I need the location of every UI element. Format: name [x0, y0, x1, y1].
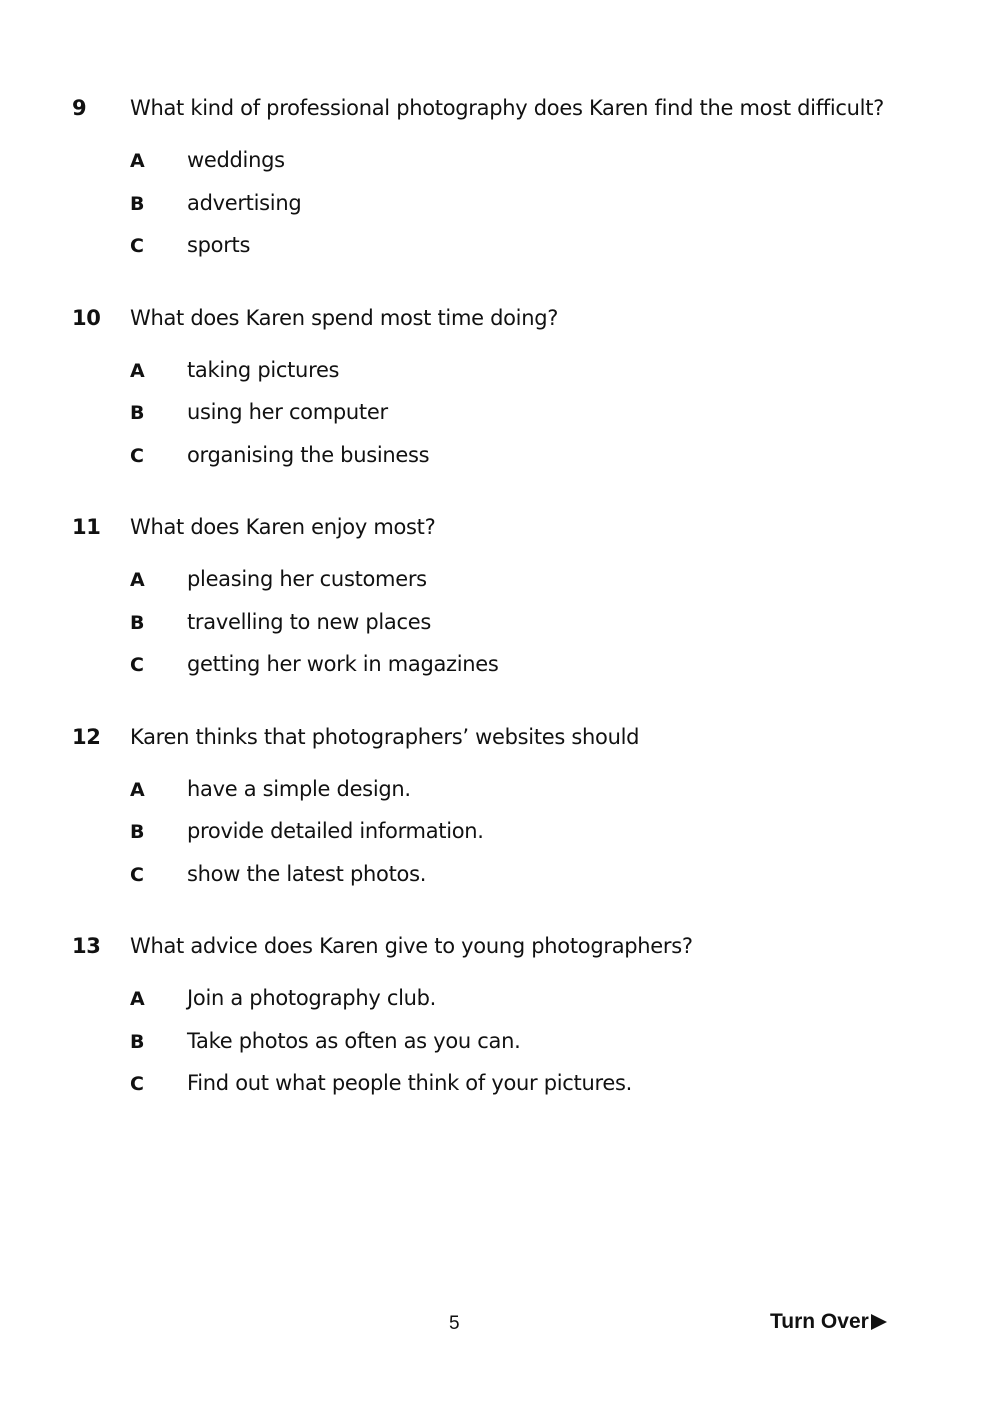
option-text: weddings: [187, 148, 285, 172]
turn-over-indicator: [770, 1310, 887, 1334]
question-list: [72, 96, 952, 1144]
option-b[interactable]: [130, 191, 952, 234]
turn-over-label: Turn Over: [770, 1310, 869, 1333]
option-letter: A: [130, 359, 145, 382]
option-text: have a simple design.: [187, 776, 411, 801]
option-letter: A: [130, 988, 145, 1010]
question-text: Karen thinks that photographers’ websites should: [130, 724, 640, 749]
question-stem: [72, 934, 952, 968]
option-letter: B: [130, 192, 145, 215]
question-13: [72, 934, 952, 1114]
option-text: travelling to new places: [187, 609, 431, 634]
question-text: What advice does Karen give to young photographers?: [130, 934, 693, 958]
question-stem: [72, 96, 952, 130]
option-a[interactable]: [130, 986, 952, 1029]
question-text: What kind of professional photography does Karen find the most difficult?: [130, 96, 884, 120]
option-text: organising the business: [187, 442, 430, 467]
option-list: [72, 777, 952, 905]
option-c[interactable]: [130, 652, 952, 695]
option-letter: B: [130, 611, 145, 634]
option-a[interactable]: [130, 777, 952, 820]
option-b[interactable]: [130, 819, 952, 862]
option-letter: B: [130, 402, 145, 424]
option-letter: C: [130, 444, 144, 467]
option-c[interactable]: [130, 233, 952, 276]
page-number: 5: [449, 1313, 460, 1334]
option-a[interactable]: [130, 358, 952, 401]
option-text: getting her work in magazines: [187, 652, 499, 676]
question-number: 13: [72, 934, 101, 958]
option-letter: A: [130, 778, 145, 801]
option-c[interactable]: [130, 443, 952, 486]
option-b[interactable]: [130, 400, 952, 443]
option-text: show the latest photos.: [187, 861, 427, 886]
question-11: [72, 515, 952, 695]
question-number: 12: [72, 724, 101, 749]
option-text: using her computer: [187, 400, 388, 424]
question-number: 11: [72, 515, 101, 539]
option-text: Find out what people think of your pictures.: [187, 1071, 632, 1095]
question-text: What does Karen enjoy most?: [130, 515, 436, 539]
option-a[interactable]: [130, 567, 952, 610]
option-list: [72, 567, 952, 695]
option-text: Take photos as often as you can.: [187, 1028, 521, 1053]
option-letter: C: [130, 235, 144, 257]
question-stem: [72, 306, 952, 340]
option-letter: C: [130, 1073, 144, 1095]
question-9: [72, 96, 952, 276]
option-b[interactable]: [130, 1029, 952, 1072]
option-letter: C: [130, 654, 144, 676]
option-letter: A: [130, 150, 145, 172]
question-stem: [72, 515, 952, 549]
option-text: taking pictures: [187, 357, 340, 382]
right-triangle-arrow-icon: [871, 1314, 887, 1330]
option-letter: B: [130, 1030, 145, 1053]
option-text: pleasing her customers: [187, 567, 427, 591]
question-text: What does Karen spend most time doing?: [130, 305, 559, 330]
option-a[interactable]: [130, 148, 952, 191]
question-12: [72, 725, 952, 905]
question-number: 10: [72, 305, 101, 330]
question-stem: [72, 725, 952, 759]
option-letter: C: [130, 863, 144, 886]
option-list: [72, 986, 952, 1114]
option-text: provide detailed information.: [187, 819, 484, 843]
option-letter: B: [130, 821, 145, 843]
option-list: [72, 358, 952, 486]
question-10: [72, 306, 952, 486]
option-c[interactable]: [130, 1071, 952, 1114]
question-number: 9: [72, 96, 87, 120]
option-text: advertising: [187, 190, 302, 215]
option-text: Join a photography club.: [187, 986, 437, 1010]
option-list: [72, 148, 952, 276]
option-c[interactable]: [130, 862, 952, 905]
option-b[interactable]: [130, 610, 952, 653]
option-text: sports: [187, 233, 251, 257]
option-letter: A: [130, 569, 145, 591]
